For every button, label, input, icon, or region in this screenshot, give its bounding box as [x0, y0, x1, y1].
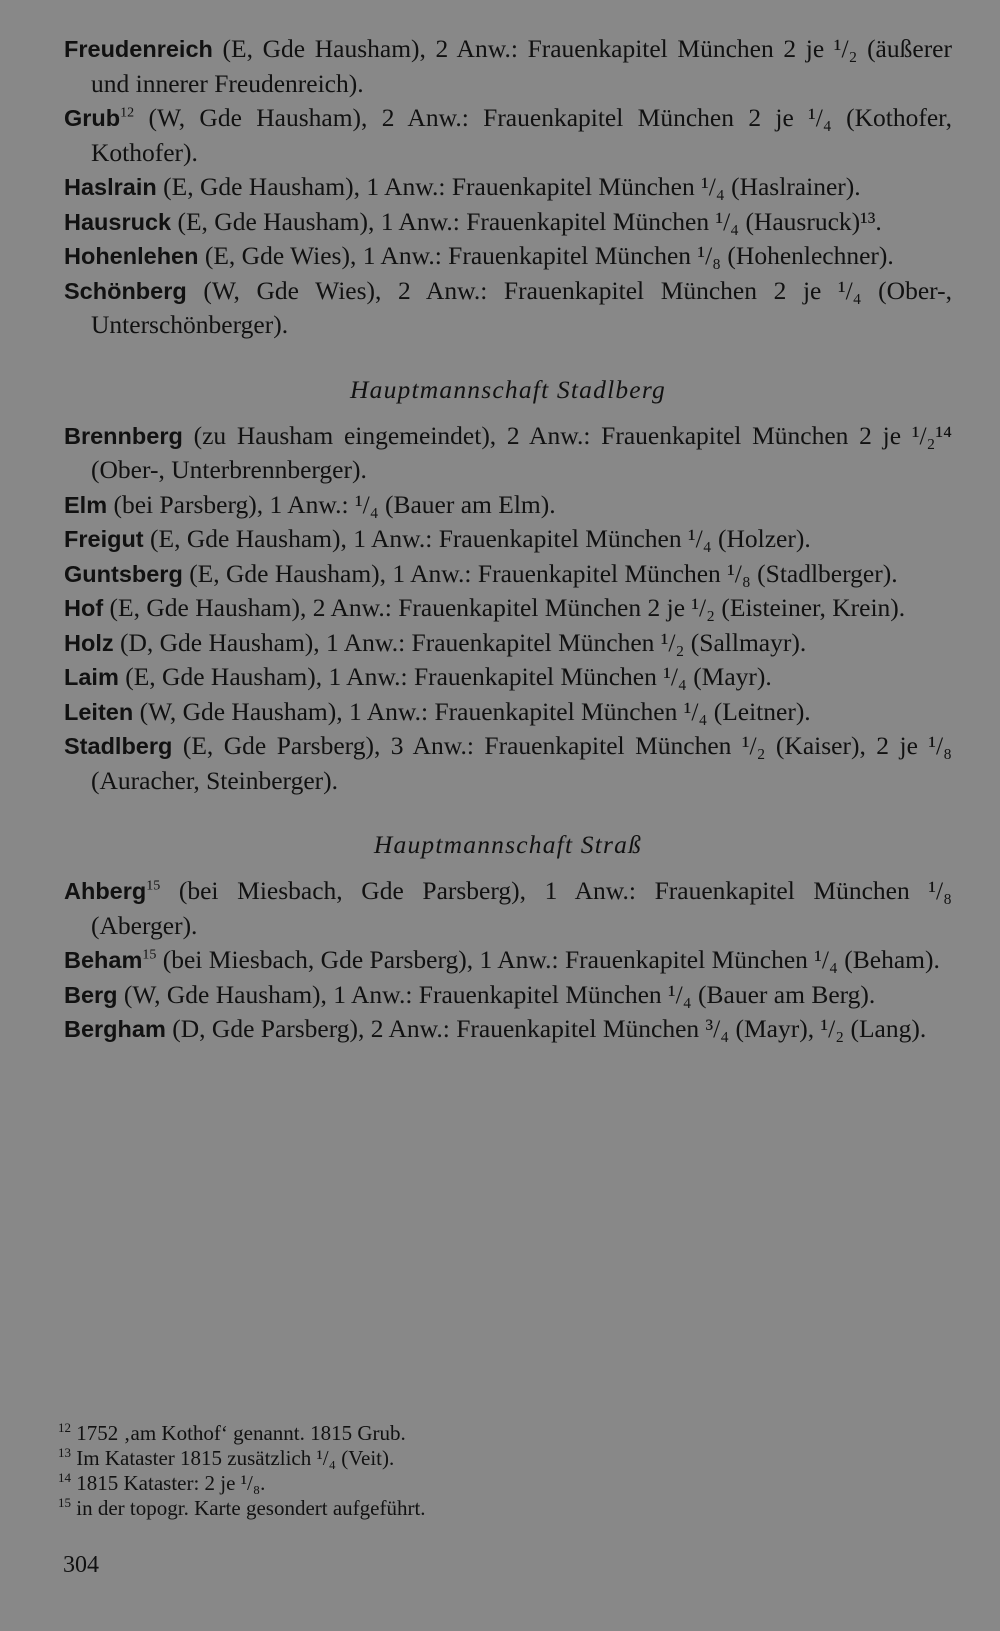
place-entry: [64, 522, 952, 557]
footnote: [58, 1471, 958, 1496]
footnote-ref: 15: [142, 947, 157, 963]
place-name: Freudenreich: [64, 36, 213, 62]
place-name: Elm: [64, 491, 108, 518]
place-name: Holz: [64, 629, 114, 656]
place-entry: [64, 943, 952, 978]
place-entry: [64, 874, 952, 943]
place-entry: [64, 101, 952, 170]
footnote: [58, 1496, 958, 1521]
footnote-number: 12: [58, 1420, 71, 1435]
place-entry: [64, 978, 952, 1013]
place-name: Freigut: [64, 526, 144, 552]
place-entry: [64, 660, 952, 695]
place-entry: [64, 626, 952, 661]
entry-text: (bei Miesbach, Gde Parsberg), 1 Anw.: Frauenkapitel München ¹/₈ (Aberger).: [91, 876, 952, 940]
section-heading-stadlberg: Hauptmannschaft Stadlberg: [350, 374, 666, 404]
place-entry: [64, 205, 952, 240]
entry-list-1: [64, 32, 952, 343]
entry-text: (D, Gde Hausham), 1 Anw.: Frauenkapitel München ¹/₂ (Sallmayr).: [113, 627, 807, 657]
place-name: Hohenlehen: [64, 243, 199, 269]
section-heading-strass: Hauptmannschaft Straß: [373, 830, 643, 859]
place-name: Ahberg: [64, 878, 147, 904]
place-entry: [64, 557, 952, 592]
footnote-text: in der topogr. Karte gesondert aufgeführt.: [76, 1496, 426, 1520]
entry-text: (bei Parsberg), 1 Anw.: ¹/₄ (Bauer am Elm).: [107, 489, 556, 519]
place-name: Guntsberg: [64, 560, 183, 587]
place-name: Schönberg: [64, 277, 187, 304]
place-name: Grub: [64, 105, 121, 131]
place-entry: [64, 239, 952, 274]
entry-text: (zu Hausham eingemeindet), 2 Anw.: Frauenkapitel München 2 je ¹/₂¹⁴ (Ober-, Unterbrennberger).: [91, 420, 952, 484]
entry-text: (D, Gde Parsberg), 2 Anw.: Frauenkapitel München ³/₄ (Mayr), ¹/₂ (Lang).: [165, 1014, 927, 1043]
main-text: [64, 32, 952, 1047]
place-entry: [64, 488, 952, 523]
footnote-ref: 15: [146, 878, 161, 894]
place-name: Hausruck: [64, 208, 172, 235]
place-name: Laim: [64, 664, 119, 690]
place-name: Bergham: [64, 1016, 166, 1042]
entry-text: (E, Gde Hausham), 1 Anw.: Frauenkapitel München ¹/₄ (Hausruck)¹³.: [171, 206, 882, 236]
entry-text: (E, Gde Wies), 1 Anw.: Frauenkapitel München ¹/₈ (Hohenlechner).: [198, 241, 894, 270]
footnote-ref: 12: [120, 105, 135, 121]
place-entry: [64, 695, 952, 730]
footnote: [58, 1446, 958, 1471]
place-name: Brennberg: [64, 422, 183, 449]
place-entry: [64, 170, 952, 205]
footnotes: [58, 1421, 958, 1521]
place-name: Hof: [64, 595, 104, 621]
entry-text: (E, Gde Parsberg), 3 Anw.: Frauenkapitel München ¹/₂ (Kaiser), 2 je ¹/₈ (Auracher, Steinberger).: [91, 731, 952, 795]
entry-text: (W, Gde Wies), 2 Anw.: Frauenkapitel München 2 je ¹/₄ (Ober-, Unterschönberger).: [91, 275, 952, 339]
place-entry: [64, 419, 952, 488]
entry-list-3: [64, 874, 952, 1047]
place-name: Haslrain: [64, 174, 157, 200]
footnote-number: 14: [58, 1470, 71, 1485]
place-entry: [64, 274, 952, 343]
place-entry: [64, 591, 952, 626]
entry-text: (bei Miesbach, Gde Parsberg), 1 Anw.: Frauenkapitel München ¹/₄ (Beham).: [156, 945, 940, 974]
entry-list-2: [64, 419, 952, 799]
footnote-text: Im Kataster 1815 zusätzlich ¹/₄ (Veit).: [76, 1446, 395, 1470]
footnote: [58, 1421, 958, 1446]
entry-text: (W, Gde Hausham), 2 Anw.: Frauenkapitel München 2 je ¹/₄ (Kothofer, Kothofer).: [91, 103, 952, 167]
entry-text: (W, Gde Hausham), 1 Anw.: Frauenkapitel München ¹/₄ (Leitner).: [133, 696, 811, 726]
footnote-text: 1752 ‚am Kothof‘ genannt. 1815 Grub.: [76, 1421, 406, 1445]
place-name: Stadlberg: [64, 733, 173, 759]
entry-text: (E, Gde Hausham), 1 Anw.: Frauenkapitel München ¹/₄ (Mayr).: [118, 662, 772, 691]
entry-text: (E, Gde Hausham), 1 Anw.: Frauenkapitel München ¹/₄ (Holzer).: [143, 524, 811, 553]
place-entry: [64, 1012, 952, 1047]
place-name: Berg: [64, 981, 118, 1008]
place-name: Beham: [64, 947, 143, 973]
entry-text: (E, Gde Hausham), 1 Anw.: Frauenkapitel München ¹/₄ (Haslrainer).: [156, 172, 861, 201]
entry-text: (E, Gde Hausham), 2 Anw.: Frauenkapitel München 2 je ¹/₂ (Eisteiner, Krein).: [103, 593, 906, 622]
footnote-text: 1815 Kataster: 2 je ¹/₈.: [76, 1471, 266, 1495]
place-entry: [64, 32, 952, 101]
place-entry: [64, 729, 952, 798]
place-name: Leiten: [64, 698, 134, 725]
footnote-number: 15: [58, 1495, 71, 1510]
entry-text: (E, Gde Hausham), 1 Anw.: Frauenkapitel München ¹/₈ (Stadlberger).: [182, 558, 898, 588]
entry-text: (W, Gde Hausham), 1 Anw.: Frauenkapitel München ¹/₄ (Bauer am Berg).: [117, 979, 876, 1009]
page-number: 304: [63, 1552, 99, 1578]
entry-text: (E, Gde Hausham), 2 Anw.: Frauenkapitel München 2 je ¹/₂ (äußerer und innerer Freudenreich).: [91, 34, 952, 98]
footnote-number: 13: [58, 1445, 71, 1460]
